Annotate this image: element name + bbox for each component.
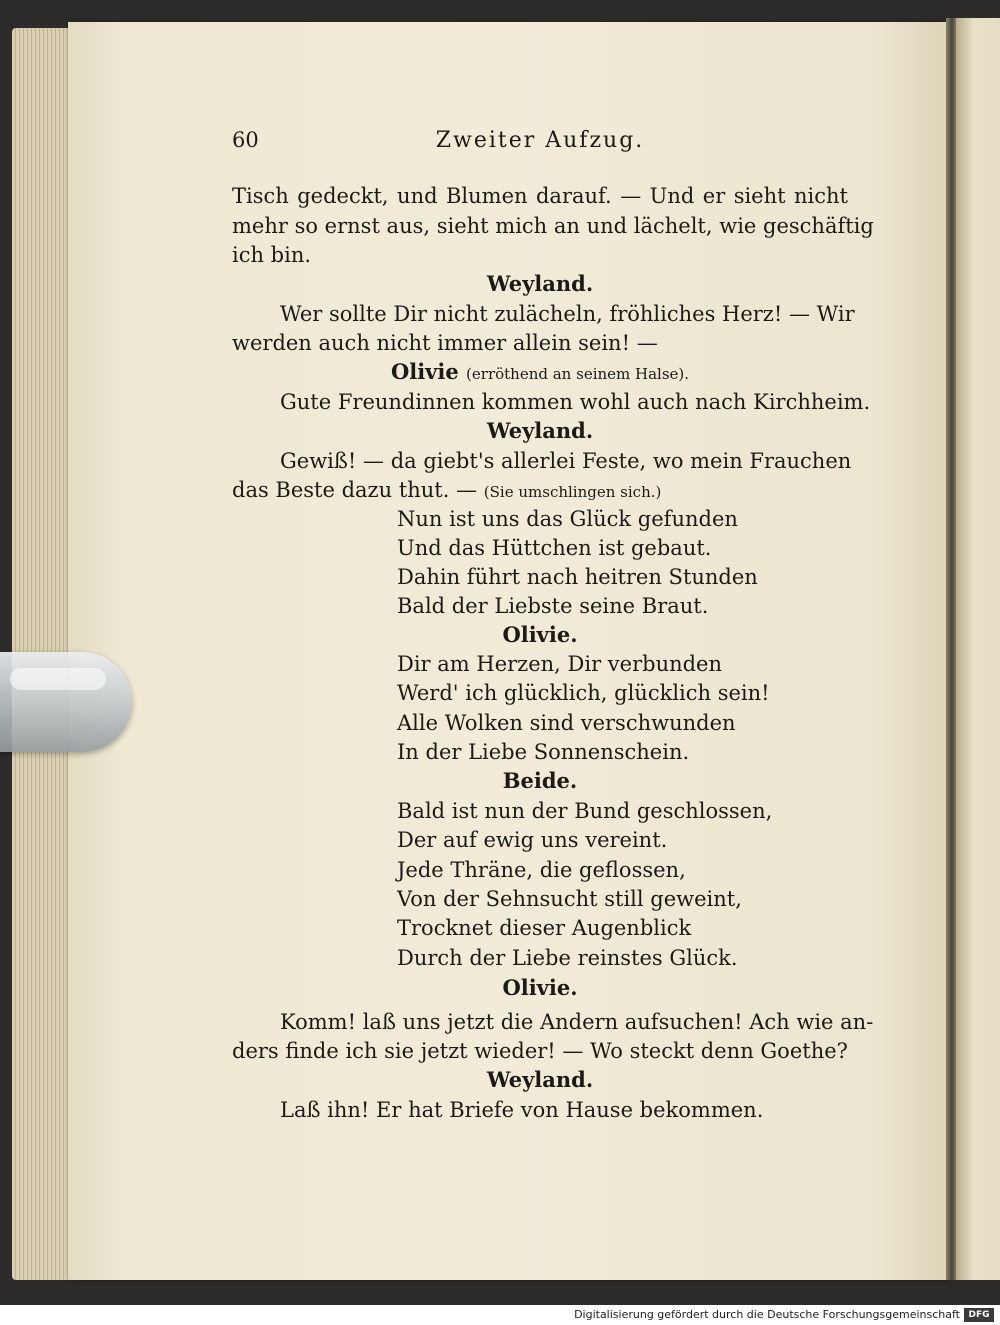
text-line: Gewiß! — da giebt's allerlei Feste, wo mein Frauchen [280, 449, 852, 473]
verse-line: Der auf ewig uns vereint. [397, 828, 668, 852]
verse-line: Nun ist uns das Glück gefunden [397, 507, 738, 531]
verse-line: Dir am Herzen, Dir verbunden [397, 652, 723, 676]
text-line: Tisch gedeckt, und Blumen darauf. — Und er sieht nicht [232, 184, 848, 208]
text-line: Komm! laß uns jetzt die Andern aufsuchen! Ach wie an- [280, 1010, 874, 1034]
footer-bar [0, 1305, 1000, 1325]
speaker-name: Weyland. [486, 271, 594, 296]
stage-direction: (erröthend an seinem Halse). [466, 365, 690, 383]
speaker-name: Olivie. [502, 975, 578, 1000]
speaker-name: Weyland. [486, 1067, 594, 1092]
funding-credit: Digitalisierung gefördert durch die Deutsche Forschungsgemeinschaft [574, 1308, 960, 1321]
text-line [232, 476, 661, 504]
speaker-line [232, 358, 848, 386]
page-number: 60 [232, 128, 259, 152]
verse-line: In der Liebe Sonnenschein. [397, 740, 690, 764]
page-clip [0, 652, 132, 752]
verse-line: Von der Sehnsucht still geweint, [397, 887, 742, 911]
text-span: das Beste dazu thut. — [232, 478, 478, 502]
facing-page-edge [956, 18, 1000, 1280]
page-header [232, 128, 848, 160]
speaker-name: Weyland. [486, 418, 594, 443]
stage-direction: (Sie umschlingen sich.) [483, 483, 662, 501]
speaker-name: Beide. [502, 768, 578, 793]
running-head: Zweiter Aufzug. [435, 128, 645, 153]
verse-line: Dahin führt nach heitren Stunden [397, 565, 758, 589]
text-line: werden auch nicht immer allein sein! — [232, 331, 658, 355]
verse-line: Trocknet dieser Augenblick [397, 916, 692, 940]
text-line: Wer sollte Dir nicht zulächeln, fröhliches Herz! — Wir [280, 302, 855, 326]
verse-line: Bald der Liebste seine Braut. [397, 594, 709, 618]
dfg-logo: DFG [964, 1308, 994, 1322]
verse-line: Werd' ich glücklich, glücklich sein! [397, 681, 770, 705]
text-line: ich bin. [232, 243, 312, 267]
verse-line: Und das Hüttchen ist gebaut. [397, 536, 712, 560]
verse-line: Jede Thräne, die geflossen, [397, 858, 686, 882]
text-line: mehr so ernst aus, sieht mich an und lächelt, wie geschäftig [232, 214, 874, 238]
verse-line: Durch der Liebe reinstes Glück. [397, 946, 738, 970]
speaker-name: Olivie. [502, 622, 578, 647]
text-line: ders finde ich sie jetzt wieder! — Wo steckt denn Goethe? [232, 1039, 848, 1063]
verse-line: Bald ist nun der Bund geschlossen, [397, 799, 773, 823]
speaker-name: Olivie [390, 359, 459, 384]
text-line: Gute Freundinnen kommen wohl auch nach Kirchheim. [280, 390, 871, 414]
text-line: Laß ihn! Er hat Briefe von Hause bekommen. [280, 1098, 764, 1122]
verse-line: Alle Wolken sind verschwunden [397, 711, 736, 735]
